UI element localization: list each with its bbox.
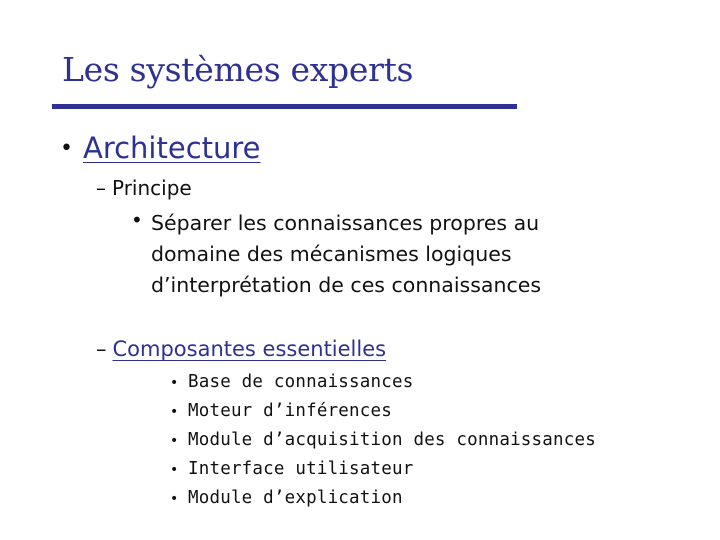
sub-bullet-composantes <box>96 337 386 361</box>
slide-title: Les systèmes experts <box>62 50 414 89</box>
list-item <box>170 398 596 427</box>
list-item <box>170 427 596 456</box>
list-item <box>170 485 596 514</box>
list-item-label: Module d’acquisition des connaissances <box>188 430 596 450</box>
architecture-link[interactable]: Architecture <box>82 131 261 165</box>
sub-bullet-principe <box>96 176 192 200</box>
list-item-label: Module d’explication <box>188 488 403 508</box>
title-underline <box>52 104 517 109</box>
bullet-dot: • <box>170 404 179 420</box>
bullet-dot: • <box>170 491 179 507</box>
bullet-dot: • <box>60 136 73 161</box>
list-item-label: Base de connaissances <box>188 372 414 392</box>
principe-text: Séparer les connaissances propres au domaine des mécanismes logiques d’interprétation de ces connaissances <box>151 211 542 297</box>
bullet-dot: • <box>170 433 179 449</box>
list-item-label: Moteur d’inférences <box>188 401 392 421</box>
principe-label: Principe <box>112 176 192 200</box>
dash-marker: – <box>96 337 107 361</box>
composantes-list <box>170 369 596 514</box>
bullet-dot: • <box>170 375 179 391</box>
list-item-label: Interface utilisateur <box>188 459 414 479</box>
bullet-dot: • <box>170 462 179 478</box>
dash-marker: – <box>96 176 106 200</box>
bullet-architecture <box>60 131 261 165</box>
list-item <box>170 456 596 485</box>
bullet-dot: • <box>131 208 143 232</box>
list-item <box>170 369 596 398</box>
composantes-link[interactable]: Composantes essentielles <box>112 337 387 361</box>
